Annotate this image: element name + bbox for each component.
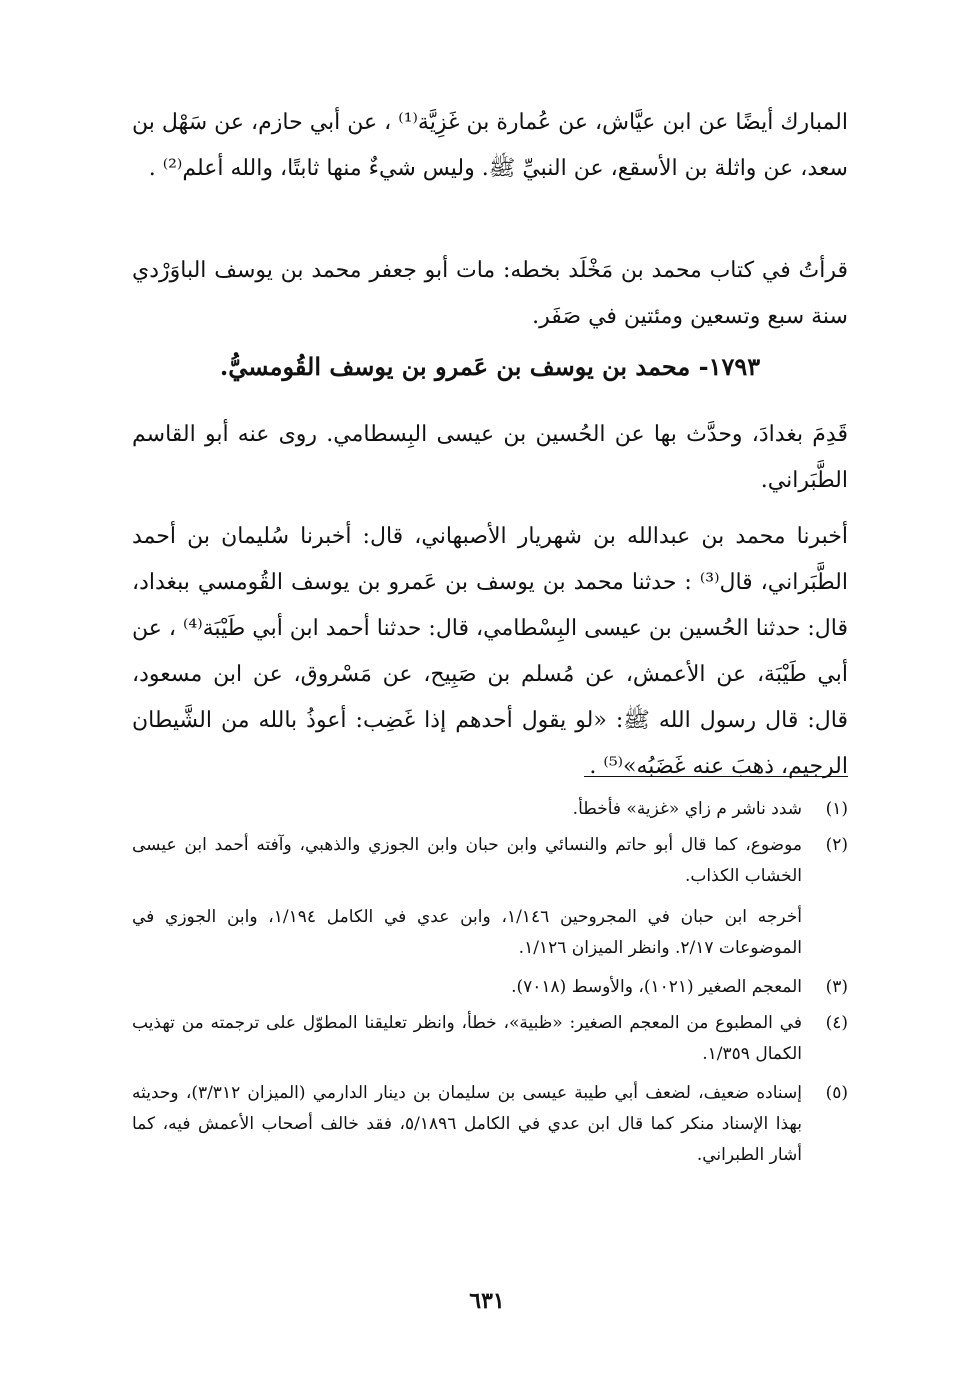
footnote-text: إسناده ضعيف، لضعف أبي طيبة عيسى بن سليمان بن دينار الدارمي (الميزان ٣/٣١٢)، وحديثه بهذا الإسناد منكر كما قال ابن عدي في الكامل ٥/١٨٩٦، فقد خالف أصحاب الأعمش فيه، كما أشار الطبراني.: [132, 1083, 802, 1165]
footnote-divider: [584, 776, 848, 777]
footnote-text: موضوع، كما قال أبو حاتم والنسائي وابن حبان وابن الجوزي والذهبي، وآفته أحمد ابن عيسى الخشاب الكذاب.: [132, 835, 802, 886]
footnote-text: المعجم الصغير (١٠٢١)، والأوسط (٧٠١٨).: [511, 977, 802, 997]
footnote-number: (٣): [825, 977, 848, 997]
footnote-number: (٤): [825, 1013, 848, 1033]
footnote-text-continued: أخرجه ابن حبان في المجروحين ١/١٤٦، وابن عدي في الكامل ١/١٩٤، وابن الجوزي في الموضوعات ٢/١٧. وانظر الميزان ١/١٢٦.: [132, 907, 803, 958]
footnote-text: في المطبوع من المعجم الصغير: «ظبية»، خطأ، وانظر تعليقنا المطوّل على ترجمته من تهذيب الكمال ١/٣٥٩.: [132, 1013, 802, 1064]
footnote-3: [132, 972, 848, 1003]
paragraph-3: قَدِمَ بغدادَ، وحدَّث بها عن الحُسين بن عيسى البِسطامي. روى عنه أبو القاسم الطَّبَراني.: [132, 422, 848, 493]
footnote-1: [132, 794, 848, 825]
entry-heading: ١٧٩٣- محمد بن يوسف بن عَمرو بن يوسف القُومسيُّ.: [219, 352, 761, 381]
footnote-5: [132, 1078, 848, 1171]
page-number: ٦٣١: [469, 1288, 505, 1314]
paragraph-4: أخبرنا محمد بن عبدالله بن شهريار الأصبهاني، قال: أخبرنا سُليمان بن أحمد الطَّبَراني، قال⁽³⁾ : حدثنا محمد بن يوسف بن عَمرو بن يوسف القُومسي ببغداد، قال: حدثنا الحُسين بن عيسى البِسْطامي، قال: حدثنا أحمد ابن أبي طَيْبَة⁽⁴⁾ ، عن أبي طَيْبَة، عن الأعمش، عن مُسلم بن صَبِيح، عن مَسْروق، عن ابن مسعود، قال: قال رسول الله ﷺ: «لو يقول أحدهم إذا غَضِب: أعوذُ بالله من الشَّيطان الرجيم، ذهبَ عنه غَضَبُه»⁽⁵⁾ .: [132, 524, 848, 779]
footnote-number: (١): [825, 799, 848, 819]
paragraph-2: قرأتُ في كتاب محمد بن مَخْلَد بخطه: مات أبو جعفر محمد بن يوسف الباوَرْدي سنة سبع وتسعين ومئتين في صَفَر.: [132, 258, 848, 329]
paragraph-1: المبارك أيضًا عن ابن عيَّاش، عن عُمارة بن غَزِيَّة⁽¹⁾ ، عن أبي حازم، عن سَهْل بن سعد، عن واثلة بن الأسقع، عن النبيِّ ﷺ. وليس شيءٌ منها ثابتًا، والله أعلم⁽²⁾ .: [132, 110, 848, 181]
footnote-4: [132, 1008, 848, 1070]
footnote-number: (٥): [825, 1083, 848, 1103]
footnote-number: (٢): [825, 835, 848, 855]
footnote-text: شدد ناشر م زاي «غزية» فأخطأ.: [572, 799, 802, 819]
footnote-2: [132, 830, 848, 964]
